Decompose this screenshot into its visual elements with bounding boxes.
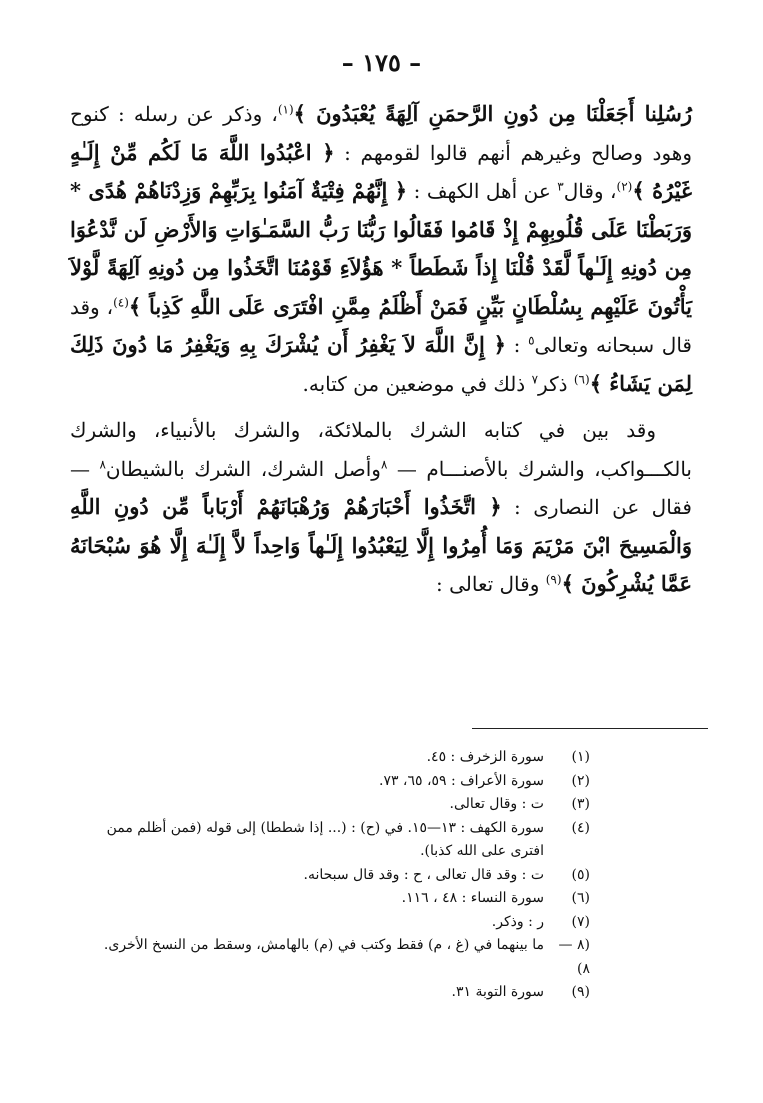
footnote-text: سورة الكهف : ١٣—١٥. في (ح) : (... إذا شططا) إلى قوله (فمن أظلم ممن افترى على الله كذبا). xyxy=(106,819,544,859)
body-text-span: — فقال عن النصارى : xyxy=(70,456,692,519)
quran-verse: ﴿ إِنَّهُمْ فِتْيَةٌ آمَنُوا بِرَبِّهِمْ وَزِدْنَاهُمْ هُدًى * وَرَبَطْنَا عَلَى قُلُوبِهِمْ إِذْ قَامُوا فَقَالُوا رَبُّنَا رَبُّ السَّمَـٰوَاتِ وَالأَرْضِ لَن نَّدْعُوَا مِن دُونِهِ إِلَـٰهاً لَّقَدْ قُلْنَا إِذاً شَطَطاً * هَؤُلاَءِ قَوْمُنَا اتَّخَذُوا مِن دُونِهِ آلِهَةً لَّوْلاَ يَأْتُونَ عَلَيْهِم بِسُلْطَانٍ بَيِّنٍ فَمَنْ أَظْلَمُ مِمَّنِ افْتَرَى عَلَى اللَّهِ كَذِباً ﴾ xyxy=(70,178,692,319)
footnote-marker: ٣ xyxy=(557,179,564,194)
footnote-marker: (٢) xyxy=(616,179,633,194)
body-text-span: وقال تعالى : xyxy=(436,572,546,596)
footnote-number: (٦) xyxy=(571,890,590,906)
footnote-marker: ٥ xyxy=(528,333,535,348)
footnote-text: ت : وقال تعالى. xyxy=(449,796,544,812)
footnote-marker: (١) xyxy=(277,102,294,117)
quran-verse: ﴿ إِنَّ اللَّهَ لاَ يَغْفِرُ أَن يُشْرَكَ بِهِ وَيَغْفِرُ مَا دُونَ ذَلِكَ لِمَن يَشَاءُ ﴾ xyxy=(70,332,692,396)
footnote-item xyxy=(70,817,590,864)
footnote-item xyxy=(70,934,590,981)
body-text-span: وأصل الشرك، الشرك بالشيطان xyxy=(105,456,381,481)
footnote-number: (١) xyxy=(571,749,590,765)
footnote-text: سورة الأعراف : ٥٩، ٦٥، ٧٣. xyxy=(378,772,544,789)
body-text-span: ذكر xyxy=(538,371,574,396)
footnote-item xyxy=(70,911,590,935)
footnote-item xyxy=(70,864,590,888)
footnote-number: (٨ — ٨) xyxy=(558,937,590,977)
footnote-item xyxy=(70,981,590,1005)
footnote-item xyxy=(70,770,590,794)
paragraph xyxy=(70,411,692,604)
quran-verse: ﴿ اتَّخَذُوا أَحْبَارَهُمْ وَرُهْبَانَهُمْ أَرْبَاباً مِّن دُونِ اللَّهِ وَالْمَسِيحَ ابْنَ مَرْيَمَ وَمَا أُمِرُوا إِلَّا لِيَعْبُدُوا إِلَـٰهاً وَاحِداً لاَّ إِلَـٰهَ إِلَّا هُوَ سُبْحَانَهُ عَمَّا يُشْرِكُونَ ﴾ xyxy=(70,494,692,596)
quran-verse: رُسُلِنا أَجَعَلْنَا مِن دُونِ الرَّحمَنِ آلِهَةً يُعْبَدُونَ ﴾ xyxy=(293,101,692,126)
footnote-number: (٣) xyxy=(571,796,590,812)
paragraph xyxy=(70,95,692,403)
footnote-text: سورة التوبة ٣١. xyxy=(451,984,544,1000)
footnote-divider xyxy=(472,728,708,729)
footnote-text: ما بينهما في (غ ، م) فقط وكتب في (م) بالهامش، وسقط من النسخ الأخرى. xyxy=(103,937,544,953)
footnotes xyxy=(70,746,590,1005)
footnote-number: (٥) xyxy=(571,866,590,883)
footnote-item xyxy=(70,887,590,911)
body-text-span: ذلك في موضعين من كتابه. xyxy=(302,371,532,396)
body-text-span: : xyxy=(505,333,529,357)
footnote-item xyxy=(70,746,590,770)
body-text-span: وقد بين في كتابه الشرك بالملائكة، والشرك بالأنبياء، والشرك بالكـــواكب، والشرك بالأصنـــام — xyxy=(70,418,692,481)
page-number: – ١٧٥ – xyxy=(341,48,422,77)
footnote-marker: (٩) xyxy=(545,572,562,587)
footnote-item xyxy=(70,793,590,817)
footnote-marker: (٦) xyxy=(573,371,590,386)
body-text-span: ، وذكر عن رسله : كنوح وهود وصالح وغيرهم أنهم قالوا لقومهم : xyxy=(70,102,693,165)
main-text xyxy=(70,95,692,604)
body-text-span: ، وقال xyxy=(563,179,617,203)
footnote-number: (٩) xyxy=(571,984,590,1000)
footnote-number: (٢) xyxy=(571,772,590,789)
footnote-text: سورة النساء : ٤٨ ، ١١٦. xyxy=(401,890,544,906)
footnote-text: ر : وذكر. xyxy=(491,913,544,930)
body-text-span: ، وقد قال سبحانه وتعالى xyxy=(70,294,692,357)
body-text-span: عن أهل الكهف : xyxy=(407,179,558,203)
quran-verse: ﴿ اعْبُدُوا اللَّهَ مَا لَكُم مِّنْ إِلَـٰهٍ غَيْرُهُ ﴾ xyxy=(70,139,692,203)
footnote-marker: ٨ xyxy=(380,456,388,471)
footnote-marker: ٨ xyxy=(99,456,106,471)
footnote-text: سورة الزخرف : ٤٥. xyxy=(426,749,544,765)
footnote-number: (٤) xyxy=(571,819,590,836)
footnote-number: (٧) xyxy=(571,913,590,930)
footnote-text: ت : وقد قال تعالى ، ح : وقد قال سبحانه. xyxy=(303,866,544,883)
footnote-marker: ٧ xyxy=(531,371,539,386)
footnote-marker: (٤) xyxy=(113,294,129,309)
